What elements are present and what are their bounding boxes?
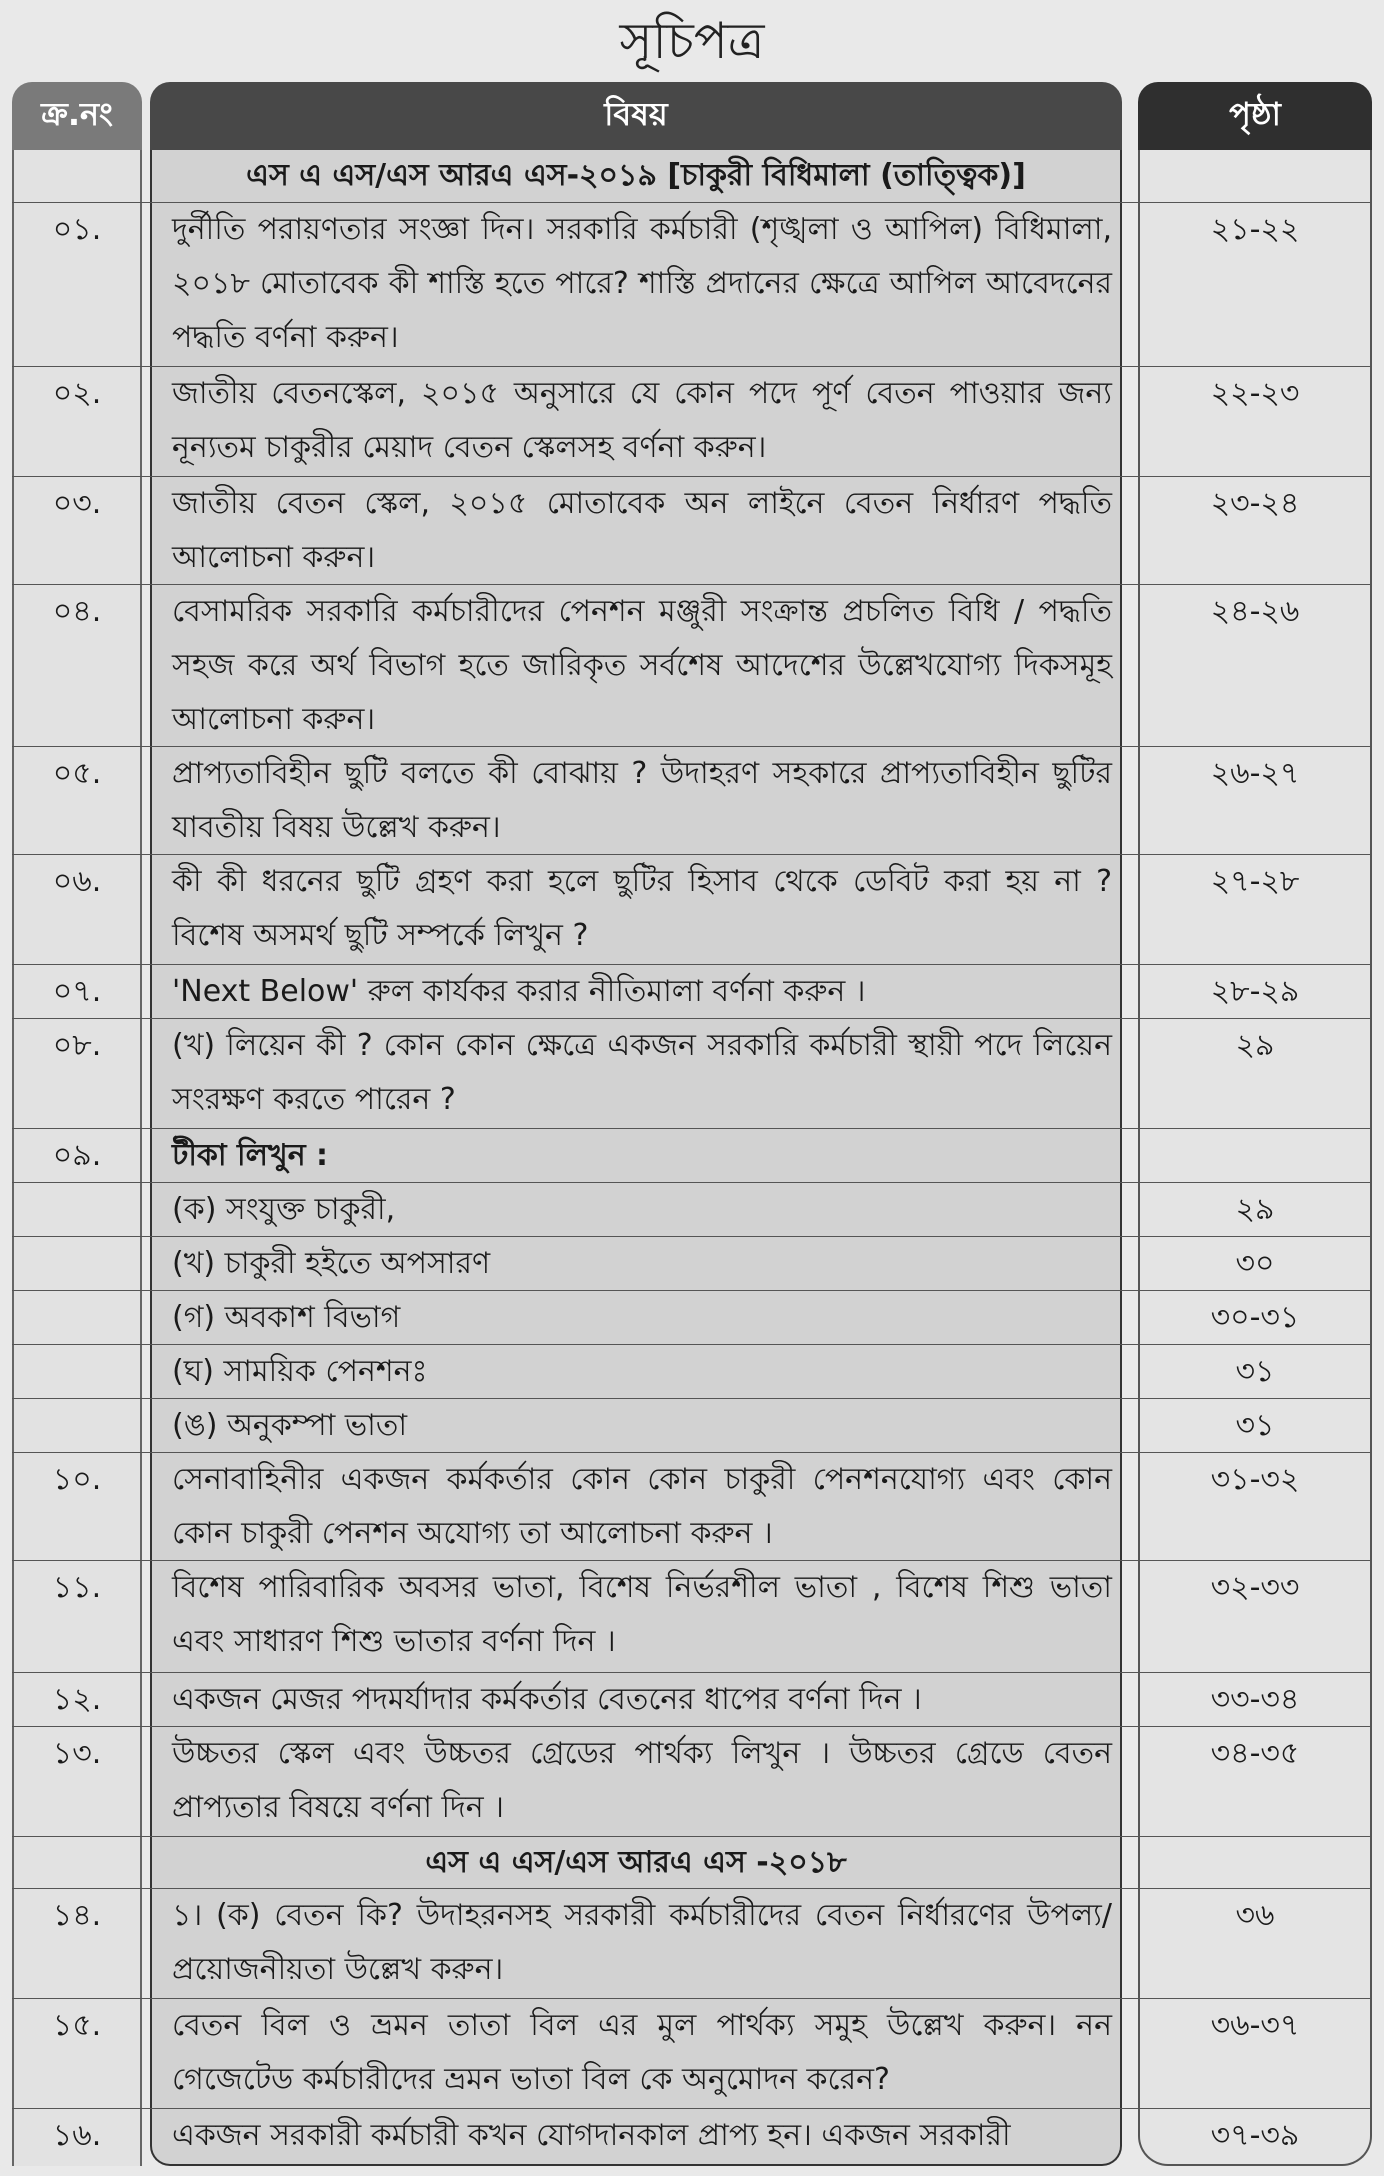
row-number: ০৫.	[52, 756, 102, 791]
toc-row	[12, 1888, 1372, 1998]
section-heading	[12, 1836, 1372, 1888]
toc-row	[12, 1236, 1372, 1290]
row-topic: জাতীয় বেতনস্কেল, ২০১৫ অনুসারে যে কোন পদে পূর্ণ বেতন পাওয়ার জন্য নূন্যতম চাকুরীর মেয়াদ বেতন স্কেলসহ বর্ণনা করুন।	[172, 376, 1112, 465]
toc-row	[12, 202, 1372, 366]
row-topic: (গ) অবকাশ বিভাগ	[172, 1300, 401, 1335]
row-page: ২৭-২৮	[1210, 864, 1300, 899]
toc-row	[12, 2108, 1372, 2166]
toc-row	[12, 964, 1372, 1018]
section-heading	[12, 150, 1372, 202]
toc-row	[12, 476, 1372, 584]
row-page: ২১-২২	[1210, 212, 1300, 247]
row-topic: দুর্নীতি পরায়ণতার সংজ্ঞা দিন। সরকারি কর্মচারী (শৃঙ্খলা ও আপিল) বিধিমালা, ২০১৮ মোতাবেক কী শাস্তি হতে পারে? শাস্তি প্রদানের ক্ষেত্রে আপিল আবেদনের পদ্ধতি বর্ণনা করুন।	[172, 212, 1112, 355]
row-topic: 'Next Below' রুল কার্যকর করার নীতিমালা বর্ণনা করুন ।	[172, 974, 866, 1009]
row-topic: (খ) লিয়েন কী ? কোন কোন ক্ষেত্রে একজন সরকারি কর্মচারী স্থায়ী পদে লিয়েন সংরক্ষণ করতে পারেন ?	[172, 1028, 1112, 1117]
row-page: ২২-২৩	[1210, 376, 1300, 411]
row-topic: (ক) সংযুক্ত চাকুরী,	[172, 1192, 396, 1227]
row-number: ০৭.	[52, 974, 102, 1009]
toc-row	[12, 1672, 1372, 1726]
row-page: ২৯	[1235, 1028, 1275, 1063]
row-page: ৩১	[1235, 1354, 1275, 1389]
toc-row	[12, 746, 1372, 854]
header-serial: ক্র.নং	[12, 82, 142, 150]
row-topic: কী কী ধরনের ছুটি গ্রহণ করা হলে ছুটির হিসাব থেকে ডেবিট করা হয় না ? বিশেষ অসমর্থ ছুটি সম্পর্কে লিখুন ?	[172, 864, 1112, 953]
row-number: ০৪.	[52, 594, 102, 629]
row-page: ৩৬-৩৭	[1210, 2008, 1300, 2043]
row-page: ৩১-৩২	[1210, 1462, 1300, 1497]
toc-row	[12, 1344, 1372, 1398]
row-topic: প্রাপ্যতাবিহীন ছুটি বলতে কী বোঝায় ? উদাহরণ সহকারে প্রাপ্যতাবিহীন ছুটির যাবতীয় বিষয় উল্লেখ করুন।	[172, 756, 1112, 845]
row-number: ১২.	[52, 1682, 102, 1717]
toc-row	[12, 584, 1372, 746]
row-topic: ১। (ক) বেতন কি? উদাহরনসহ সরকারী কর্মচারীদের বেতন নির্ধারণের উপল্য/প্রয়োজনীয়তা উল্লেখ করুন।	[172, 1898, 1112, 1987]
row-page: ২৪-২৬	[1210, 594, 1300, 629]
row-number: ০২.	[52, 376, 102, 411]
page-title: সূচিপত্র	[619, 12, 765, 70]
toc-row	[12, 366, 1372, 476]
row-topic: একজন মেজর পদমর্যাদার কর্মকর্তার বেতনের ধাপের বর্ণনা দিন ।	[172, 1682, 922, 1717]
toc-row	[12, 1726, 1372, 1836]
row-page: ৩২-৩৩	[1210, 1570, 1300, 1605]
row-page: ২৯	[1235, 1192, 1275, 1227]
toc-row	[12, 1560, 1372, 1672]
header-topic: বিষয়	[150, 82, 1122, 150]
row-page: ৩০-৩১	[1210, 1300, 1300, 1335]
row-number: ১১.	[52, 1570, 102, 1605]
row-topic: উচ্চতর স্কেল এবং উচ্চতর গ্রেডের পার্থক্য লিখুন । উচ্চতর গ্রেডে বেতন প্রাপ্যতার বিষয়ে বর্ণনা দিন ।	[172, 1736, 1112, 1825]
section-title: এস এ এস/এস আরএ এস-২০১৯ [চাকুরী বিধিমালা (তাত্ত্বিক)]	[246, 158, 1026, 193]
row-page: ২৩-২৪	[1210, 486, 1300, 521]
row-number: ১৪.	[52, 1898, 102, 1933]
row-topic: (খ) চাকুরী হইতে অপসারণ	[172, 1246, 491, 1281]
row-topic: একজন সরকারী কর্মচারী কখন যোগদানকাল প্রাপ্য হন। একজন সরকারী	[172, 2118, 1011, 2153]
row-number: ১৩.	[52, 1736, 102, 1771]
row-page: ৩৬	[1235, 1898, 1275, 1933]
row-topic: জাতীয় বেতন স্কেল, ২০১৫ মোতাবেক অন লাইনে বেতন নির্ধারণ পদ্ধতি আলোচনা করুন।	[172, 486, 1112, 575]
row-topic: বেসামরিক সরকারি কর্মচারীদের পেনশন মঞ্জুরী সংক্রান্ত প্রচলিত বিধি / পদ্ধতি সহজ করে অর্থ বিভাগ হতে জারিকৃত সর্বশেষ আদেশের উল্লেখযোগ্য দিকসমূহ আলোচনা করুন।	[172, 594, 1112, 737]
toc-row	[12, 1182, 1372, 1236]
row-number: ০৯.	[52, 1138, 102, 1173]
toc-row	[12, 1290, 1372, 1344]
row-number: ০৩.	[52, 486, 102, 521]
row-page: ৩১	[1235, 1408, 1275, 1443]
row-topic: সেনাবাহিনীর একজন কর্মকর্তার কোন কোন চাকুরী পেনশনযোগ্য এবং কোন কোন চাকুরী পেনশন অযোগ্য তা আলোচনা করুন ।	[172, 1462, 1112, 1551]
row-page: ৩৩-৩৪	[1210, 1682, 1300, 1717]
row-number: ১০.	[52, 1462, 102, 1497]
row-topic: (ঙ) অনুকম্পা ভাতা	[172, 1408, 408, 1443]
row-topic: বেতন বিল ও ভ্রমন তাতা বিল এর মুল পার্থক্য সমুহ উল্লেখ করুন। নন গেজেটেড কর্মচারীদের ভ্রমন ভাতা বিল কে অনুমোদন করেন?	[172, 2008, 1112, 2097]
toc-row	[12, 1018, 1372, 1128]
toc-row	[12, 1452, 1372, 1560]
row-number: ০৮.	[52, 1028, 102, 1063]
row-number: ১৫.	[52, 2008, 102, 2043]
toc-row	[12, 1128, 1372, 1182]
row-page: ৩০	[1235, 1246, 1275, 1281]
row-topic: (ঘ) সাময়িক পেনশনঃ	[172, 1354, 428, 1389]
toc-row	[12, 1998, 1372, 2108]
section-title: এস এ এস/এস আরএ এস -২০১৮	[425, 1845, 847, 1880]
row-page: ২৮-২৯	[1210, 974, 1300, 1009]
row-number: ০৬.	[52, 864, 102, 899]
row-page: ৩৭-৩৯	[1210, 2118, 1300, 2153]
row-page: ২৬-২৭	[1210, 756, 1300, 791]
row-topic: বিশেষ পারিবারিক অবসর ভাতা, বিশেষ নির্ভরশীল ভাতা , বিশেষ শিশু ভাতা এবং সাধারণ শিশু ভাতার বর্ণনা দিন ।	[172, 1570, 1112, 1659]
toc-row	[12, 1398, 1372, 1452]
row-number: ১৬.	[52, 2118, 102, 2153]
row-topic: টীকা লিখুন :	[172, 1138, 329, 1173]
toc-row	[12, 854, 1372, 964]
row-number: ০১.	[52, 212, 102, 247]
row-page: ৩৪-৩৫	[1210, 1736, 1300, 1771]
header-page: পৃষ্ঠা	[1138, 82, 1372, 150]
